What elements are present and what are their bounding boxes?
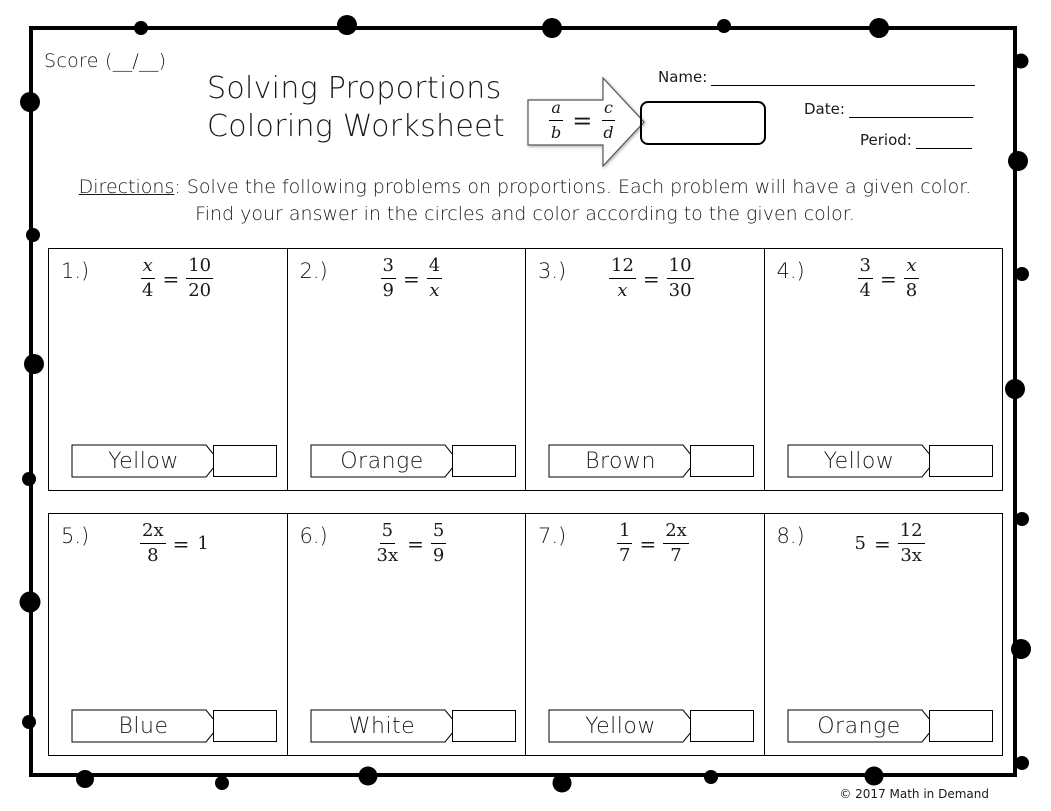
denominator: 3x — [376, 545, 399, 566]
problem-cell-1 — [49, 249, 288, 490]
numerator — [140, 521, 166, 544]
dot — [26, 228, 40, 242]
score-label: Score (__/__) — [44, 50, 167, 72]
denominator: 30 — [668, 280, 692, 301]
answer-box[interactable] — [452, 445, 516, 477]
color-tag — [548, 709, 756, 743]
dot — [553, 774, 572, 793]
denominator: 9 — [382, 280, 394, 301]
color-tag — [310, 444, 518, 478]
problem-number: 8.) — [776, 524, 805, 548]
problem-equation — [137, 521, 213, 566]
color-tag — [71, 444, 279, 478]
equals-sign: = — [162, 266, 180, 291]
dot — [22, 472, 36, 486]
period-line[interactable] — [916, 133, 972, 149]
denominator: 7 — [619, 545, 631, 566]
numerator: 1 — [617, 521, 632, 544]
color-label: Yellow — [108, 448, 179, 474]
denominator: x — [429, 280, 440, 301]
name-field[interactable] — [658, 68, 975, 86]
title-line-2: Coloring Worksheet — [207, 109, 505, 144]
dot — [1015, 267, 1029, 281]
color-label: Yellow — [823, 448, 895, 474]
problem-cell-4 — [765, 249, 1003, 490]
problem-number: 1.) — [61, 259, 90, 283]
denominator: 4 — [859, 280, 871, 301]
proportion-arrow — [526, 76, 651, 170]
worksheet-title — [207, 70, 505, 146]
directions-label: Directions — [78, 176, 175, 198]
numerator: 10 — [186, 256, 213, 279]
answer-box[interactable] — [929, 445, 993, 477]
equals-sign: = — [407, 531, 424, 556]
proportion-answer-box[interactable] — [640, 101, 766, 145]
problem-row-1 — [48, 248, 1003, 491]
problem-number: 4.) — [776, 259, 805, 283]
problem-equation — [851, 521, 928, 566]
numerator: 4 — [427, 256, 442, 279]
formula-b: b — [551, 123, 562, 142]
dot — [134, 21, 148, 35]
problem-row-2 — [48, 513, 1003, 756]
numerator: 5 — [431, 521, 446, 544]
denominator: 7 — [670, 545, 682, 566]
formula-equals: = — [572, 106, 593, 135]
dot — [1014, 54, 1029, 69]
dot — [24, 354, 44, 374]
equals-sign: = — [402, 266, 420, 291]
denominator: x — [617, 280, 628, 301]
color-tag — [310, 709, 518, 743]
problem-equation — [606, 256, 697, 301]
formula-c: c — [602, 98, 615, 121]
equals-sign: = — [873, 531, 891, 556]
dot — [1015, 756, 1029, 770]
numerator: 5 — [380, 521, 395, 544]
color-tag — [787, 444, 995, 478]
answer-box[interactable] — [690, 445, 754, 477]
dot — [215, 776, 229, 790]
color-tag — [548, 444, 756, 478]
dot — [1011, 639, 1031, 659]
problem-equation — [614, 521, 692, 566]
equals-sign: = — [172, 531, 190, 556]
period-label: Period: — [860, 131, 912, 149]
dot — [1008, 151, 1028, 171]
equals-sign: = — [639, 531, 657, 556]
problem-number: 5.) — [61, 524, 90, 548]
equals-sign: = — [642, 266, 660, 291]
dot — [20, 592, 41, 613]
problem-cell-6 — [288, 514, 527, 755]
numerator: x — [141, 256, 155, 279]
denominator: 8 — [147, 545, 159, 566]
dot — [542, 18, 562, 38]
problem-cell-7 — [526, 514, 765, 755]
problem-equation — [372, 521, 450, 566]
numerator: 12 — [898, 521, 925, 544]
name-label: Name: — [658, 68, 708, 86]
dot — [869, 18, 889, 38]
numerator: 3 — [858, 256, 873, 279]
problem-cell-5 — [49, 514, 288, 755]
color-label: Orange — [340, 448, 424, 474]
answer-box[interactable] — [929, 710, 993, 742]
numerator-value: 2x — [142, 520, 164, 541]
answer-box[interactable] — [690, 710, 754, 742]
dot — [1015, 512, 1029, 526]
period-field[interactable] — [860, 131, 972, 149]
date-line[interactable] — [849, 102, 973, 118]
answer-box[interactable] — [213, 445, 277, 477]
dot — [717, 19, 731, 33]
dot — [704, 770, 718, 784]
title-line-1: Solving Proportions — [207, 71, 502, 106]
numerator: 12 — [609, 256, 636, 279]
problem-cell-2 — [288, 249, 527, 490]
directions-text: : Solve the following problems on proportions. Each problem will have a given color. Find your answer in the circles and color according to the given color. — [174, 176, 972, 225]
numerator: 2x — [663, 521, 689, 544]
dot — [337, 15, 357, 35]
date-field[interactable] — [804, 100, 973, 118]
denominator: 4 — [142, 280, 154, 301]
color-label: White — [348, 713, 416, 739]
numerator: 10 — [667, 256, 694, 279]
denominator: 8 — [905, 280, 918, 301]
dot — [359, 767, 378, 786]
color-label: Brown — [585, 448, 656, 474]
problem-cell-8 — [765, 514, 1003, 755]
denominator: 3x — [900, 545, 922, 566]
problem-number: 6.) — [299, 524, 328, 548]
formula-a: a — [549, 98, 563, 121]
problem-number: 7.) — [538, 524, 567, 548]
answer-box[interactable] — [213, 710, 277, 742]
problem-cell-3 — [526, 249, 765, 490]
dot — [1005, 379, 1025, 399]
problem-number: 3.) — [538, 259, 567, 283]
denominator: 9 — [432, 545, 445, 566]
date-label: Date: — [804, 100, 845, 118]
dot — [22, 715, 36, 729]
denominator: 20 — [188, 280, 212, 301]
numerator: 3 — [381, 256, 396, 279]
color-label: Blue — [118, 713, 169, 739]
numerator: x — [904, 256, 918, 279]
dot — [76, 770, 94, 788]
problem-equation — [855, 256, 923, 301]
color-tag — [787, 709, 995, 743]
equals-sign: = — [879, 266, 897, 291]
problem-equation — [378, 256, 446, 301]
dot — [865, 767, 884, 786]
problem-equation — [137, 256, 216, 301]
left-value: 5 — [854, 533, 866, 554]
formula — [546, 98, 619, 143]
color-tag — [71, 709, 279, 743]
formula-d: d — [603, 123, 614, 142]
directions — [60, 174, 990, 228]
dot — [20, 92, 40, 112]
color-label: Orange — [817, 713, 901, 739]
answer-box[interactable] — [452, 710, 516, 742]
copyright: © 2017 Math in Demand — [839, 787, 989, 801]
problem-number: 2.) — [299, 259, 328, 283]
right-value: 1 — [197, 533, 209, 554]
name-line[interactable] — [711, 70, 975, 86]
color-label: Yellow — [585, 713, 656, 739]
